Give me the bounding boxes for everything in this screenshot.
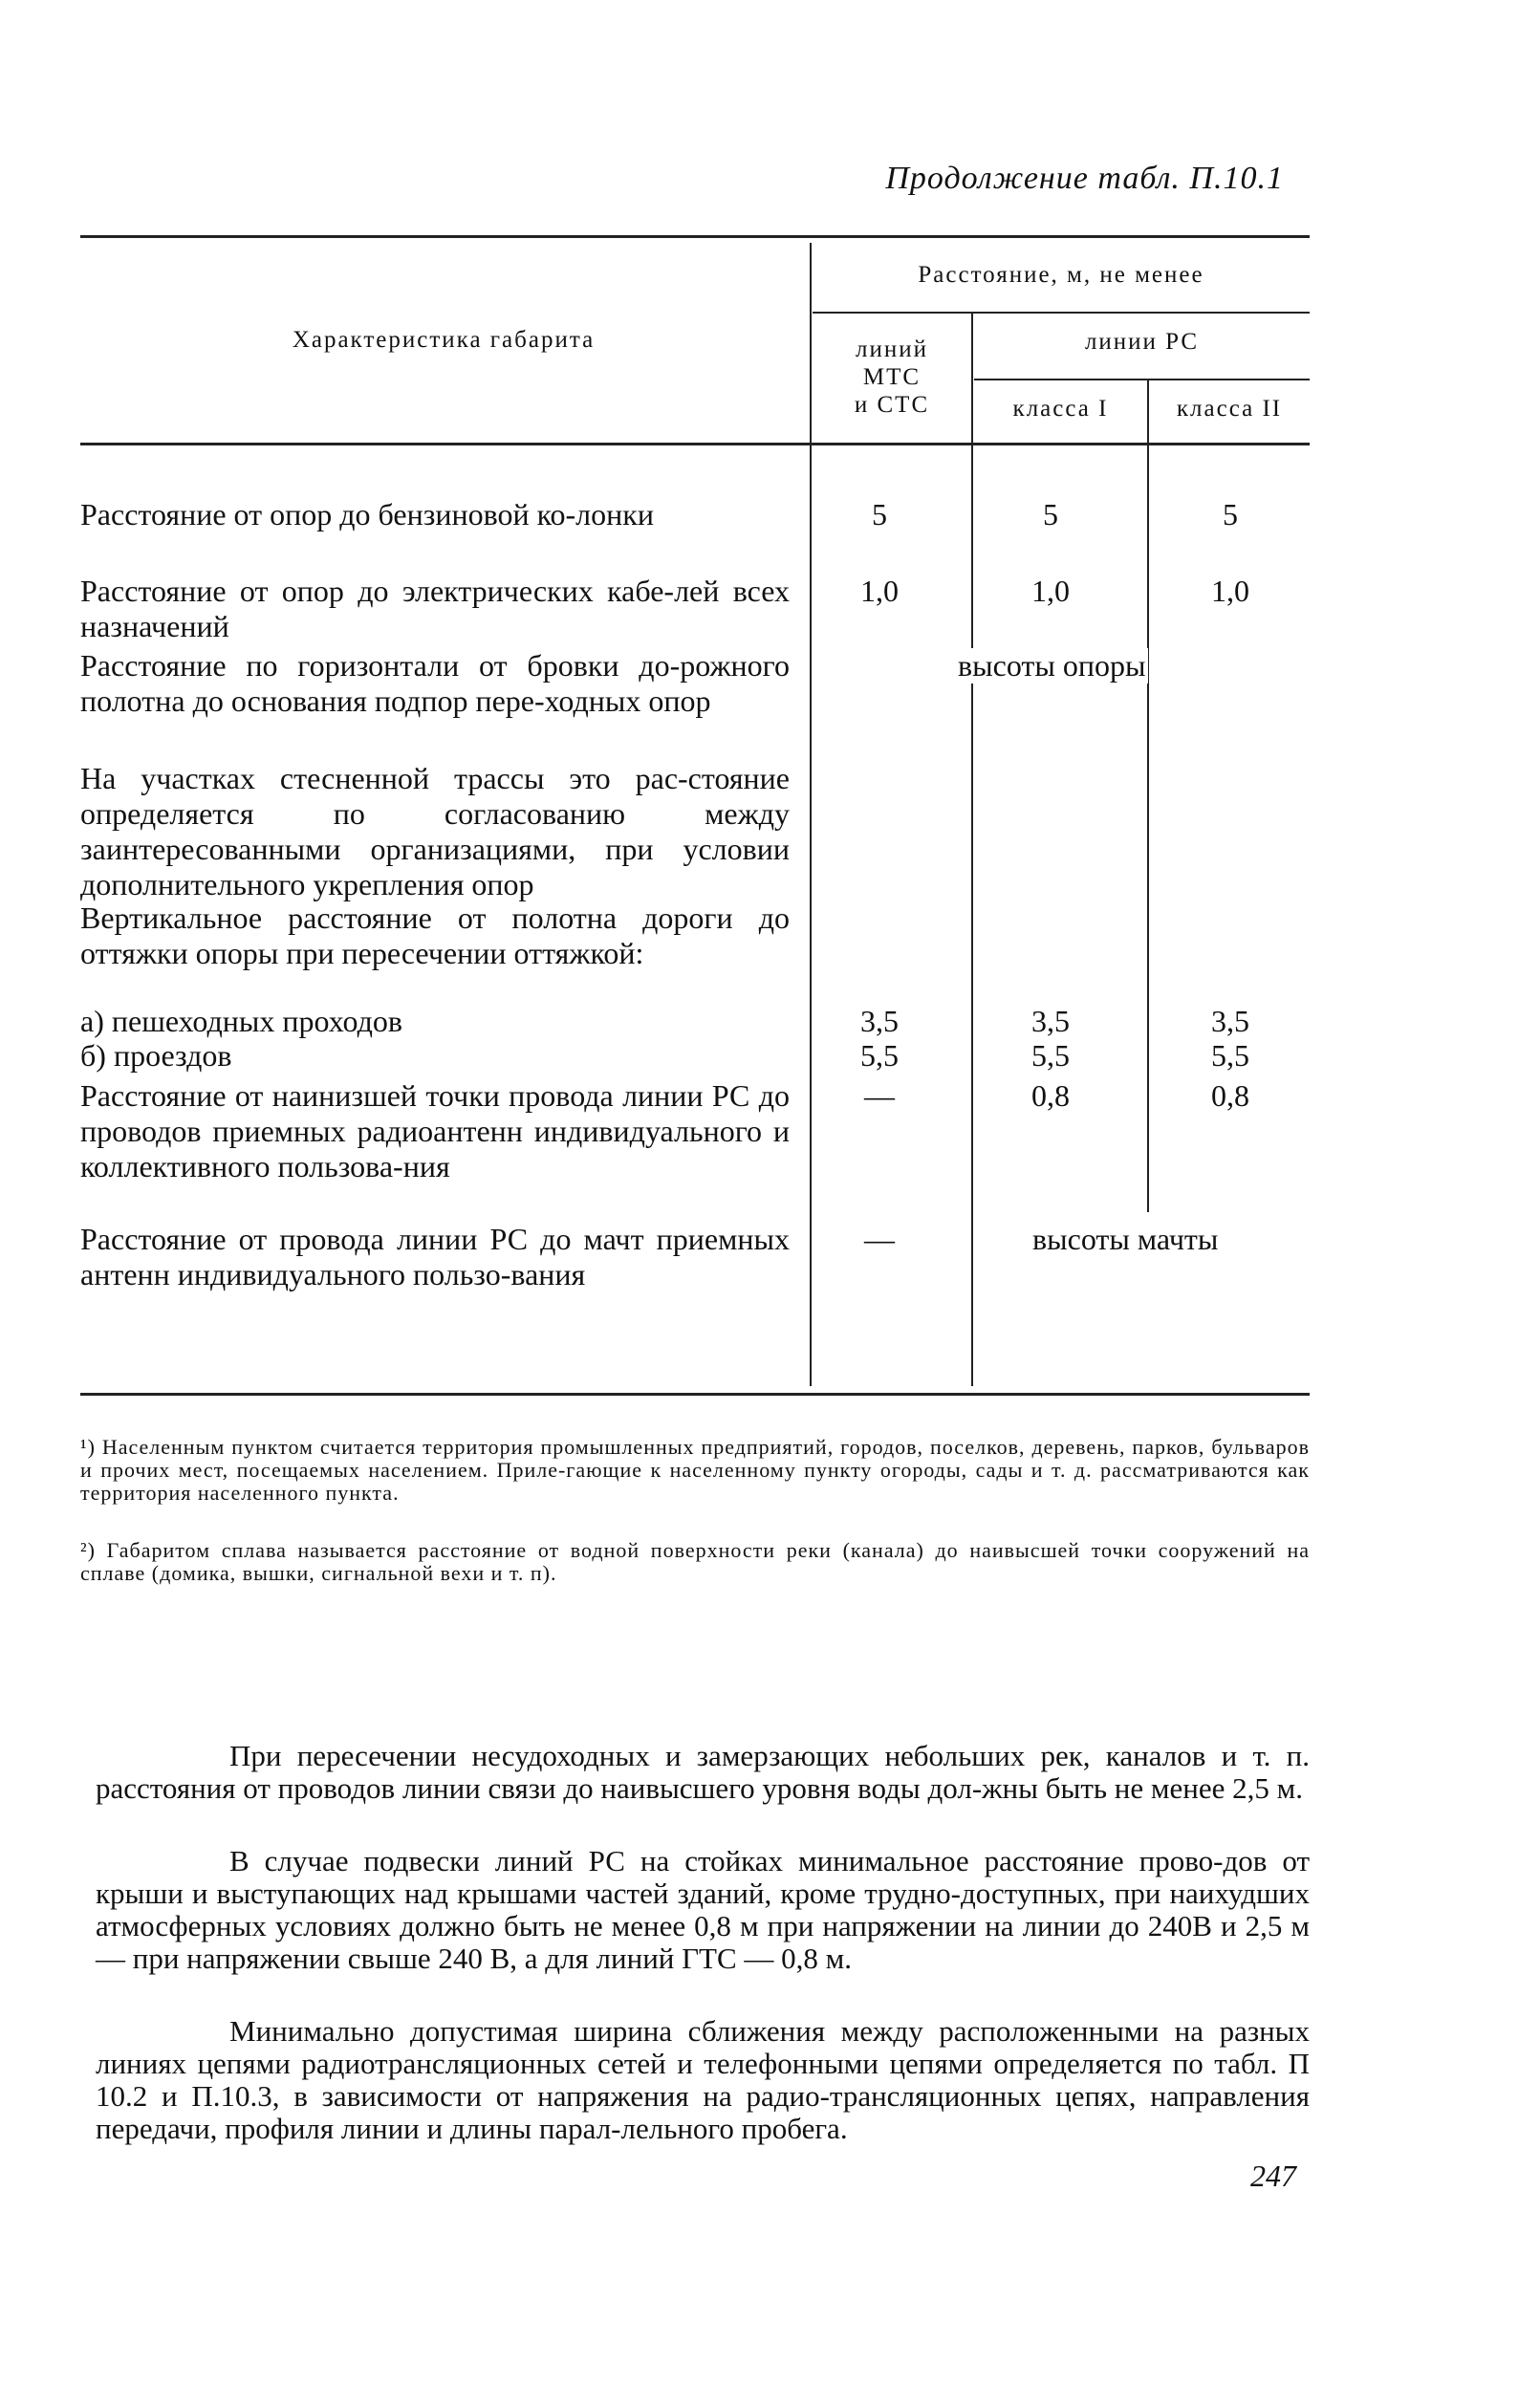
table-bottom-rule — [80, 1393, 1310, 1396]
page-number: 247 — [1250, 2159, 1296, 2193]
column-header-mts-stc — [813, 336, 971, 419]
row-label: Расстояние от опор до электрических кабе-лей всех назначений — [80, 574, 790, 643]
body-paragraph-2: В случае подвески линий РС на стойках минимальное расстояние прово-дов от крыши и выступающих над крышами частей зданий, кроме трудно-доступных, при наихудших атмосферных условиях должно быть не менее 0,8 м при напряжении на линии до 240В и 2,5 м — при напряжении свыше 240 В, а для линий ГТС — 0,8 м. — [96, 1844, 1310, 1975]
row-label: Вертикальное расстояние от полотна дороги до оттяжки опоры при пересечении оттяжкой: — [80, 901, 790, 970]
cell-class1: 3,5 — [1031, 1004, 1070, 1038]
column-header-rs: линии РС — [1084, 329, 1200, 355]
cell-class2: 3,5 — [1211, 1004, 1249, 1038]
cell-class1: 0,8 — [1031, 1078, 1070, 1113]
cell-mts: — — [864, 1222, 895, 1256]
column-divider-1 — [810, 243, 812, 1386]
cell-mts: 1,0 — [860, 574, 899, 608]
cell-mts: 5 — [872, 497, 887, 532]
column-header-mts-line2: МТС — [862, 363, 922, 390]
cell-mts: 3,5 — [860, 1004, 899, 1038]
row-label: а) пешеходных проходов — [80, 1004, 402, 1038]
cell-class1: 5 — [1043, 497, 1058, 532]
column-divider-2 — [971, 314, 973, 1386]
table-header-rule — [80, 443, 1310, 445]
header-subrule-1 — [813, 312, 1310, 314]
column-header-distance: Расстояние, м, не менее — [918, 262, 1204, 288]
cell-class1: 5,5 — [1031, 1038, 1070, 1073]
table-top-rule — [80, 235, 1310, 238]
cell-class2: 1,0 — [1211, 574, 1249, 608]
header-subrule-2 — [974, 379, 1310, 380]
footnote-1: ¹) Населенным пунктом считается территория промышленных предприятий, городов, поселков, деревень, парков, бульваров и прочих мест, посещаемых населением. Приле-гающие к населенному пункту огороды, сады и т. д. рассматриваются как территория населенного пункта. — [80, 1435, 1310, 1505]
body-paragraph-3: Минимально допустимая ширина сближения между расположенными на разных линиях цепями радиотрансляционных сетей и телефонными цепями определяется по табл. П 10.2 и П.10.3, в зависимости от напряжения на радио-трансляционных цепях, направления передачи, профиля линии и длины парал-лельного пробега. — [96, 2014, 1310, 2145]
column-header-rs-class2: класса II — [1176, 396, 1283, 422]
footnote-2: ²) Габаритом сплава называется расстояние от водной поверхности реки (канала) до наивысшей точки сооружений на сплаве (домика, вышки, сигнальной вехи и т. п). — [80, 1538, 1310, 1585]
cell-class2: 5,5 — [1211, 1038, 1249, 1073]
column-header-mts-line3: и СТС — [854, 391, 930, 418]
cell-span-pole-height: высоты опоры — [958, 648, 1146, 683]
row-label: Расстояние по горизонтали от бровки до-рожного полотна до основания подпор пере-ходных опор — [80, 648, 790, 718]
body-paragraph-1: При пересечении несудоходных и замерзающих небольших рек, каналов и т. п. расстояния от проводов линии связи до наивысшего уровня воды дол-жны быть не менее 2,5 м. — [96, 1739, 1310, 1805]
column-header-mts-line1: линий — [856, 336, 928, 362]
row-label: На участках стесненной трассы это рас-стояние определяется по согласованию между заинтересованными организациями, при условии дополнительного укрепления опор — [80, 761, 790, 901]
row-label: б) проездов — [80, 1038, 232, 1073]
cell-span-mast-height: высоты мачты — [1032, 1222, 1219, 1256]
table-continuation-caption: Продолжение табл. П.10.1 — [885, 161, 1284, 196]
cell-class2: 0,8 — [1211, 1078, 1249, 1113]
cell-mts: 5,5 — [860, 1038, 899, 1073]
row-label: Расстояние от опор до бензиновой ко-лонки — [80, 497, 654, 532]
cell-class1: 1,0 — [1031, 574, 1070, 608]
column-header-rs-class1: класса I — [1012, 396, 1109, 422]
row-label: Расстояние от наинизшей точки провода линии РС до проводов приемных радиоантенн индивидуального и коллективного пользова-ния — [80, 1078, 790, 1183]
column-header-characteristic: Характеристика габарита — [292, 327, 596, 353]
row-label: Расстояние от провода линии РС до мачт приемных антенн индивидуального пользо-вания — [80, 1222, 790, 1291]
cell-class2: 5 — [1223, 497, 1238, 532]
cell-mts: — — [864, 1078, 895, 1113]
